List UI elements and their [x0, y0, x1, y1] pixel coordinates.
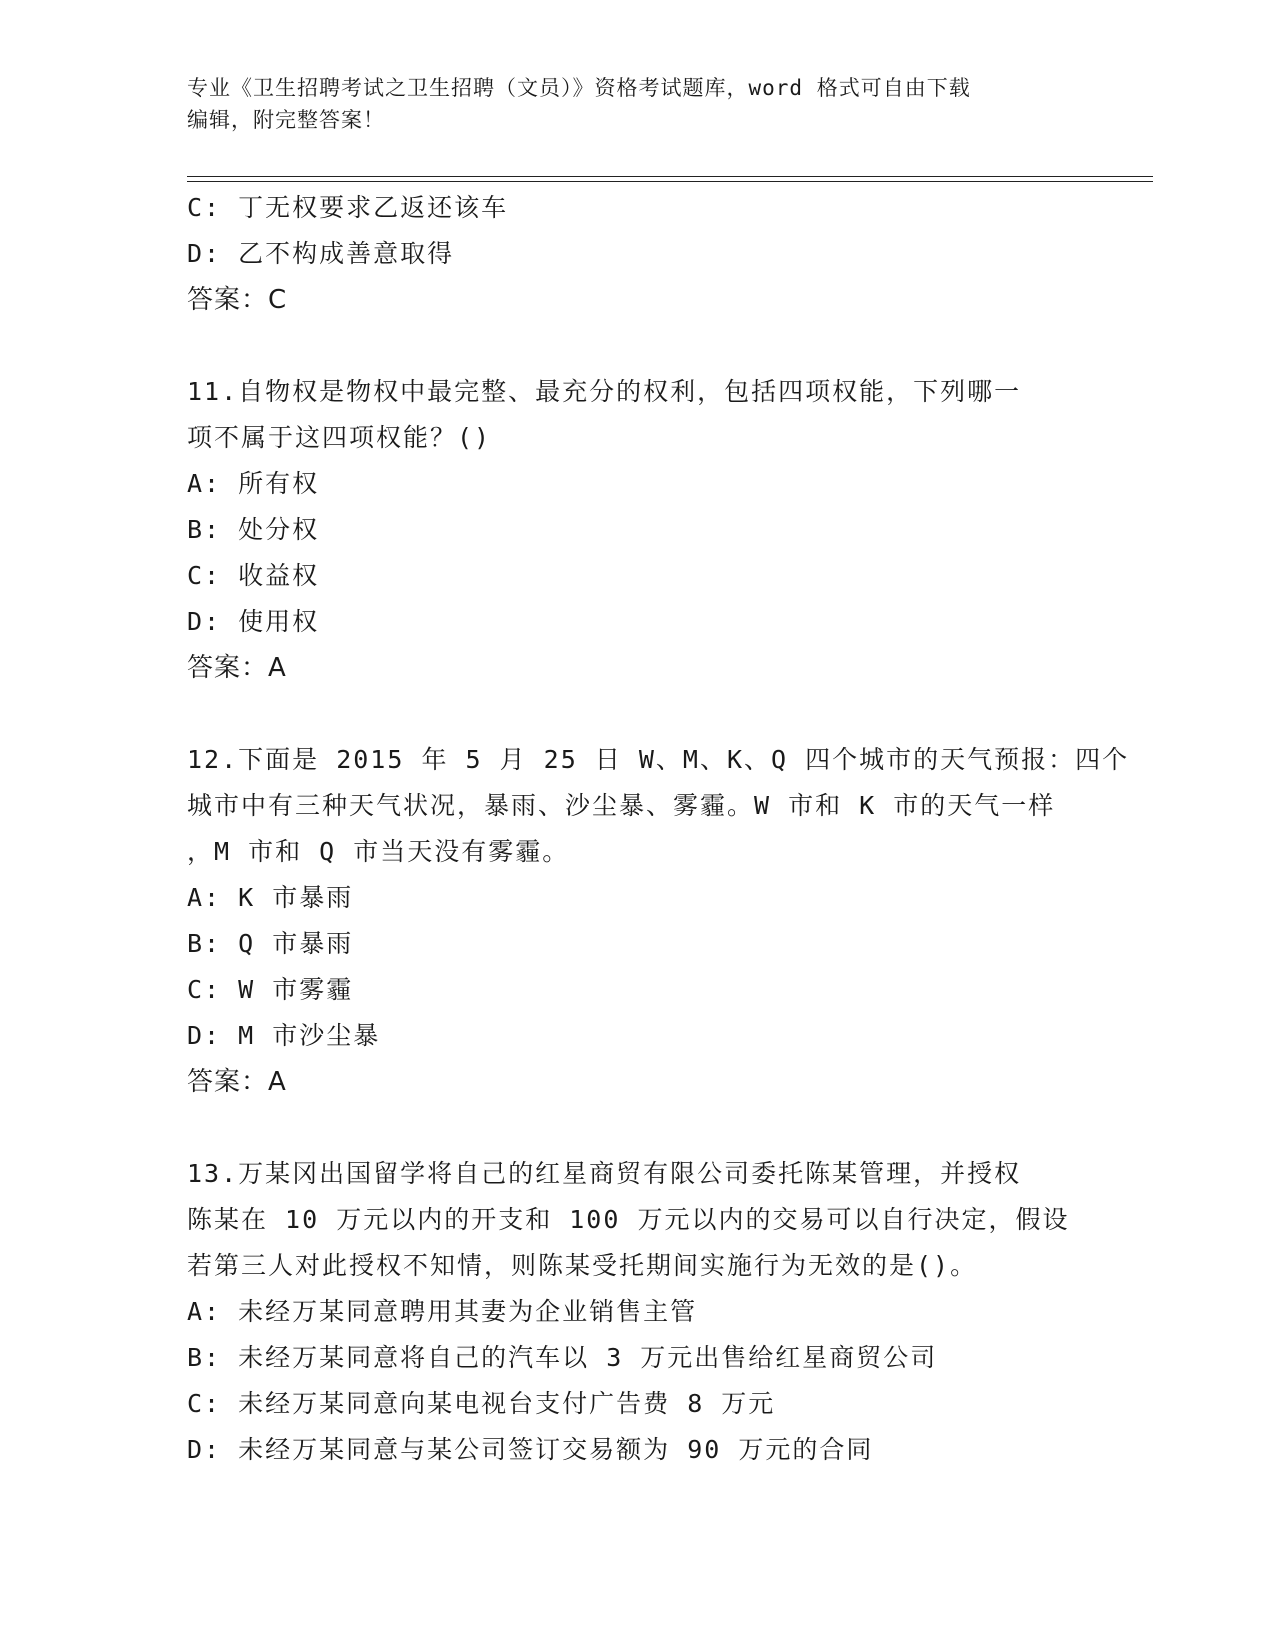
- option-c: C: 未经万某同意向某电视台支付广告费 8 万元: [187, 1389, 776, 1418]
- question-11: [187, 369, 1087, 691]
- option-d: D: 未经万某同意与某公司签订交易额为 90 万元的合同: [187, 1435, 874, 1464]
- header-divider-bottom: [187, 181, 1153, 182]
- spacer: [187, 1105, 1087, 1151]
- header-title-line-1: 专业《卫生招聘考试之卫生招聘（文员）》资格考试题库，word 格式可自由下载: [187, 76, 971, 100]
- question-stem-line: ，M 市和 Q 市当天没有雾霾。: [187, 837, 570, 866]
- question-stem-line: 项不属于这四项权能？(): [187, 423, 492, 452]
- spacer: [187, 323, 1087, 369]
- option-d: D: 使用权: [187, 607, 320, 636]
- option-c: C: 收益权: [187, 561, 320, 590]
- option-c: C: W 市雾霾: [187, 975, 354, 1004]
- header-divider-top: [187, 176, 1153, 177]
- page-header: [187, 72, 1087, 136]
- question-stem-line: 11.自物权是物权中最完整、最充分的权利，包括四项权能，下列哪一: [187, 377, 1022, 406]
- question-stem-line: 13.万某冈出国留学将自己的红星商贸有限公司委托陈某管理，并授权: [187, 1159, 1022, 1188]
- header-title-line-2: 编辑，附完整答案！: [187, 108, 385, 132]
- spacer: [187, 691, 1087, 737]
- answer-line: 答案：C: [187, 285, 288, 315]
- question-stem-line: 12.下面是 2015 年 5 月 25 日 W、M、K、Q 四个城市的天气预报：四个: [187, 745, 1130, 774]
- question-stem-line: 若第三人对此授权不知情，则陈某受托期间实施行为无效的是()。: [187, 1251, 978, 1280]
- answer-line: 答案：A: [187, 1067, 287, 1097]
- option-b: B: 处分权: [187, 515, 320, 544]
- option-a: A: 未经万某同意聘用其妻为企业销售主管: [187, 1297, 698, 1326]
- question-10-tail: [187, 185, 1087, 323]
- question-stem-line: 城市中有三种天气状况，暴雨、沙尘暴、雾霾。W 市和 K 市的天气一样: [187, 791, 1056, 820]
- option-d: D: 乙不构成善意取得: [187, 239, 455, 268]
- option-a: A: K 市暴雨: [187, 883, 354, 912]
- question-stem-line: 陈某在 10 万元以内的开支和 100 万元以内的交易可以自行决定，假设: [187, 1205, 1070, 1234]
- option-b: B: 未经万某同意将自己的汽车以 3 万元出售给红星商贸公司: [187, 1343, 938, 1372]
- question-13: [187, 1151, 1087, 1473]
- question-12: [187, 737, 1130, 1105]
- option-a: A: 所有权: [187, 469, 320, 498]
- option-b: B: Q 市暴雨: [187, 929, 354, 958]
- option-d: D: M 市沙尘暴: [187, 1021, 381, 1050]
- option-c: C: 丁无权要求乙返还该车: [187, 193, 509, 222]
- answer-line: 答案：A: [187, 653, 287, 683]
- question-list: [187, 185, 1130, 1473]
